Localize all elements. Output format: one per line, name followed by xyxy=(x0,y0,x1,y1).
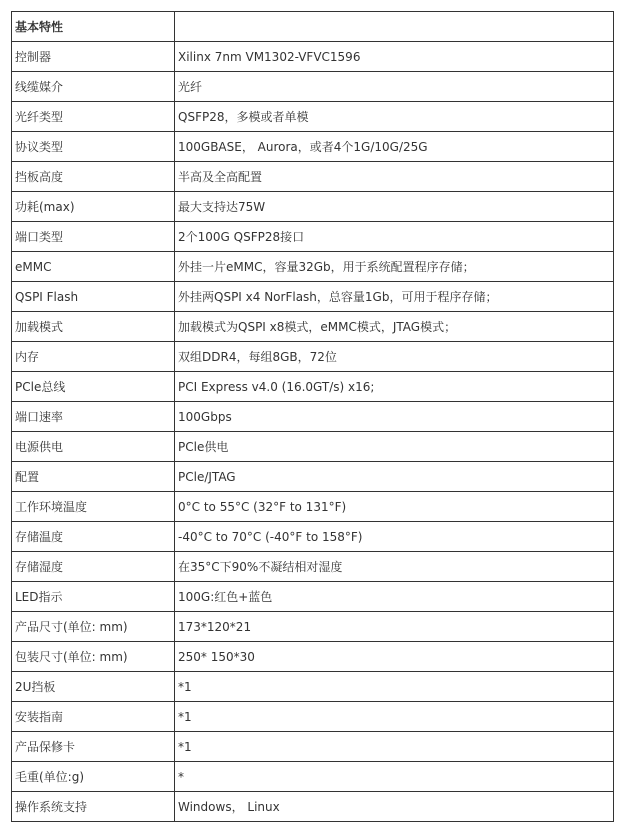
table-row xyxy=(12,72,614,102)
row-value: 在35°C下90%不凝结相对湿度 xyxy=(175,552,614,582)
table-row xyxy=(12,42,614,72)
row-value: * xyxy=(175,762,614,792)
row-value: 最大支持达75W xyxy=(175,192,614,222)
row-value: PCle/JTAG xyxy=(175,462,614,492)
row-label: 内存 xyxy=(12,342,175,372)
row-label: 协议类型 xyxy=(12,132,175,162)
row-value: 100GBASE， Aurora，或者4个1G/10G/25G xyxy=(175,132,614,162)
spec-table-body xyxy=(12,12,614,822)
row-value: 双组DDR4，每组8GB，72位 xyxy=(175,342,614,372)
row-value: 0°C to 55°C (32°F to 131°F) xyxy=(175,492,614,522)
spec-table xyxy=(11,11,614,822)
row-label: 安装指南 xyxy=(12,702,175,732)
table-row xyxy=(12,612,614,642)
row-value: 半高及全高配置 xyxy=(175,162,614,192)
table-row xyxy=(12,102,614,132)
row-value: 2个100G QSFP28接口 xyxy=(175,222,614,252)
table-row xyxy=(12,462,614,492)
row-label: 存储温度 xyxy=(12,522,175,552)
row-value: 173*120*21 xyxy=(175,612,614,642)
row-value: QSFP28，多模或者单模 xyxy=(175,102,614,132)
row-label: PCle总线 xyxy=(12,372,175,402)
row-label: 工作环境温度 xyxy=(12,492,175,522)
table-row xyxy=(12,552,614,582)
header-label: 基本特性 xyxy=(12,12,175,42)
table-row xyxy=(12,672,614,702)
row-label: 功耗(max) xyxy=(12,192,175,222)
row-label: 毛重(单位:g) xyxy=(12,762,175,792)
table-row xyxy=(12,222,614,252)
row-value: Xilinx 7nm VM1302-VFVC1596 xyxy=(175,42,614,72)
table-row xyxy=(12,492,614,522)
row-value: 100G:红色+蓝色 xyxy=(175,582,614,612)
row-value: 外挂两QSPI x4 NorFlash，总容量1Gb，可用于程序存储； xyxy=(175,282,614,312)
row-label: QSPI Flash xyxy=(12,282,175,312)
row-value: 加载模式为QSPI x8模式，eMMC模式，JTAG模式； xyxy=(175,312,614,342)
row-label: 包装尺寸(单位: mm) xyxy=(12,642,175,672)
table-row xyxy=(12,192,614,222)
table-row xyxy=(12,132,614,162)
row-value: -40°C to 70°C (-40°F to 158°F) xyxy=(175,522,614,552)
table-row xyxy=(12,702,614,732)
row-label: eMMC xyxy=(12,252,175,282)
row-value: Windows， Linux xyxy=(175,792,614,822)
row-label: 挡板高度 xyxy=(12,162,175,192)
table-row xyxy=(12,342,614,372)
table-row xyxy=(12,162,614,192)
row-label: 产品尺寸(单位: mm) xyxy=(12,612,175,642)
row-value: *1 xyxy=(175,672,614,702)
row-label: 光纤类型 xyxy=(12,102,175,132)
row-label: 存储湿度 xyxy=(12,552,175,582)
table-row xyxy=(12,762,614,792)
table-row xyxy=(12,582,614,612)
row-value: PCI Express v4.0 (16.0GT/s) x16; xyxy=(175,372,614,402)
table-row xyxy=(12,252,614,282)
row-label: 端口类型 xyxy=(12,222,175,252)
table-row xyxy=(12,432,614,462)
row-label: LED指示 xyxy=(12,582,175,612)
row-label: 2U挡板 xyxy=(12,672,175,702)
row-value: 外挂一片eMMC，容量32Gb，用于系统配置程序存储； xyxy=(175,252,614,282)
row-value: 250* 150*30 xyxy=(175,642,614,672)
table-row xyxy=(12,282,614,312)
row-value: PCle供电 xyxy=(175,432,614,462)
header-value xyxy=(175,12,614,42)
table-row xyxy=(12,402,614,432)
row-label: 操作系统支持 xyxy=(12,792,175,822)
row-label: 控制器 xyxy=(12,42,175,72)
row-value: 100Gbps xyxy=(175,402,614,432)
spec-table-container xyxy=(11,11,614,822)
table-header-row xyxy=(12,12,614,42)
row-value: *1 xyxy=(175,702,614,732)
table-row xyxy=(12,312,614,342)
row-value: *1 xyxy=(175,732,614,762)
row-label: 加载模式 xyxy=(12,312,175,342)
row-label: 线缆媒介 xyxy=(12,72,175,102)
row-label: 电源供电 xyxy=(12,432,175,462)
row-label: 产品保修卡 xyxy=(12,732,175,762)
table-row xyxy=(12,372,614,402)
table-row xyxy=(12,792,614,822)
table-row xyxy=(12,522,614,552)
row-label: 端口速率 xyxy=(12,402,175,432)
table-row xyxy=(12,732,614,762)
table-row xyxy=(12,642,614,672)
row-value: 光纤 xyxy=(175,72,614,102)
row-label: 配置 xyxy=(12,462,175,492)
